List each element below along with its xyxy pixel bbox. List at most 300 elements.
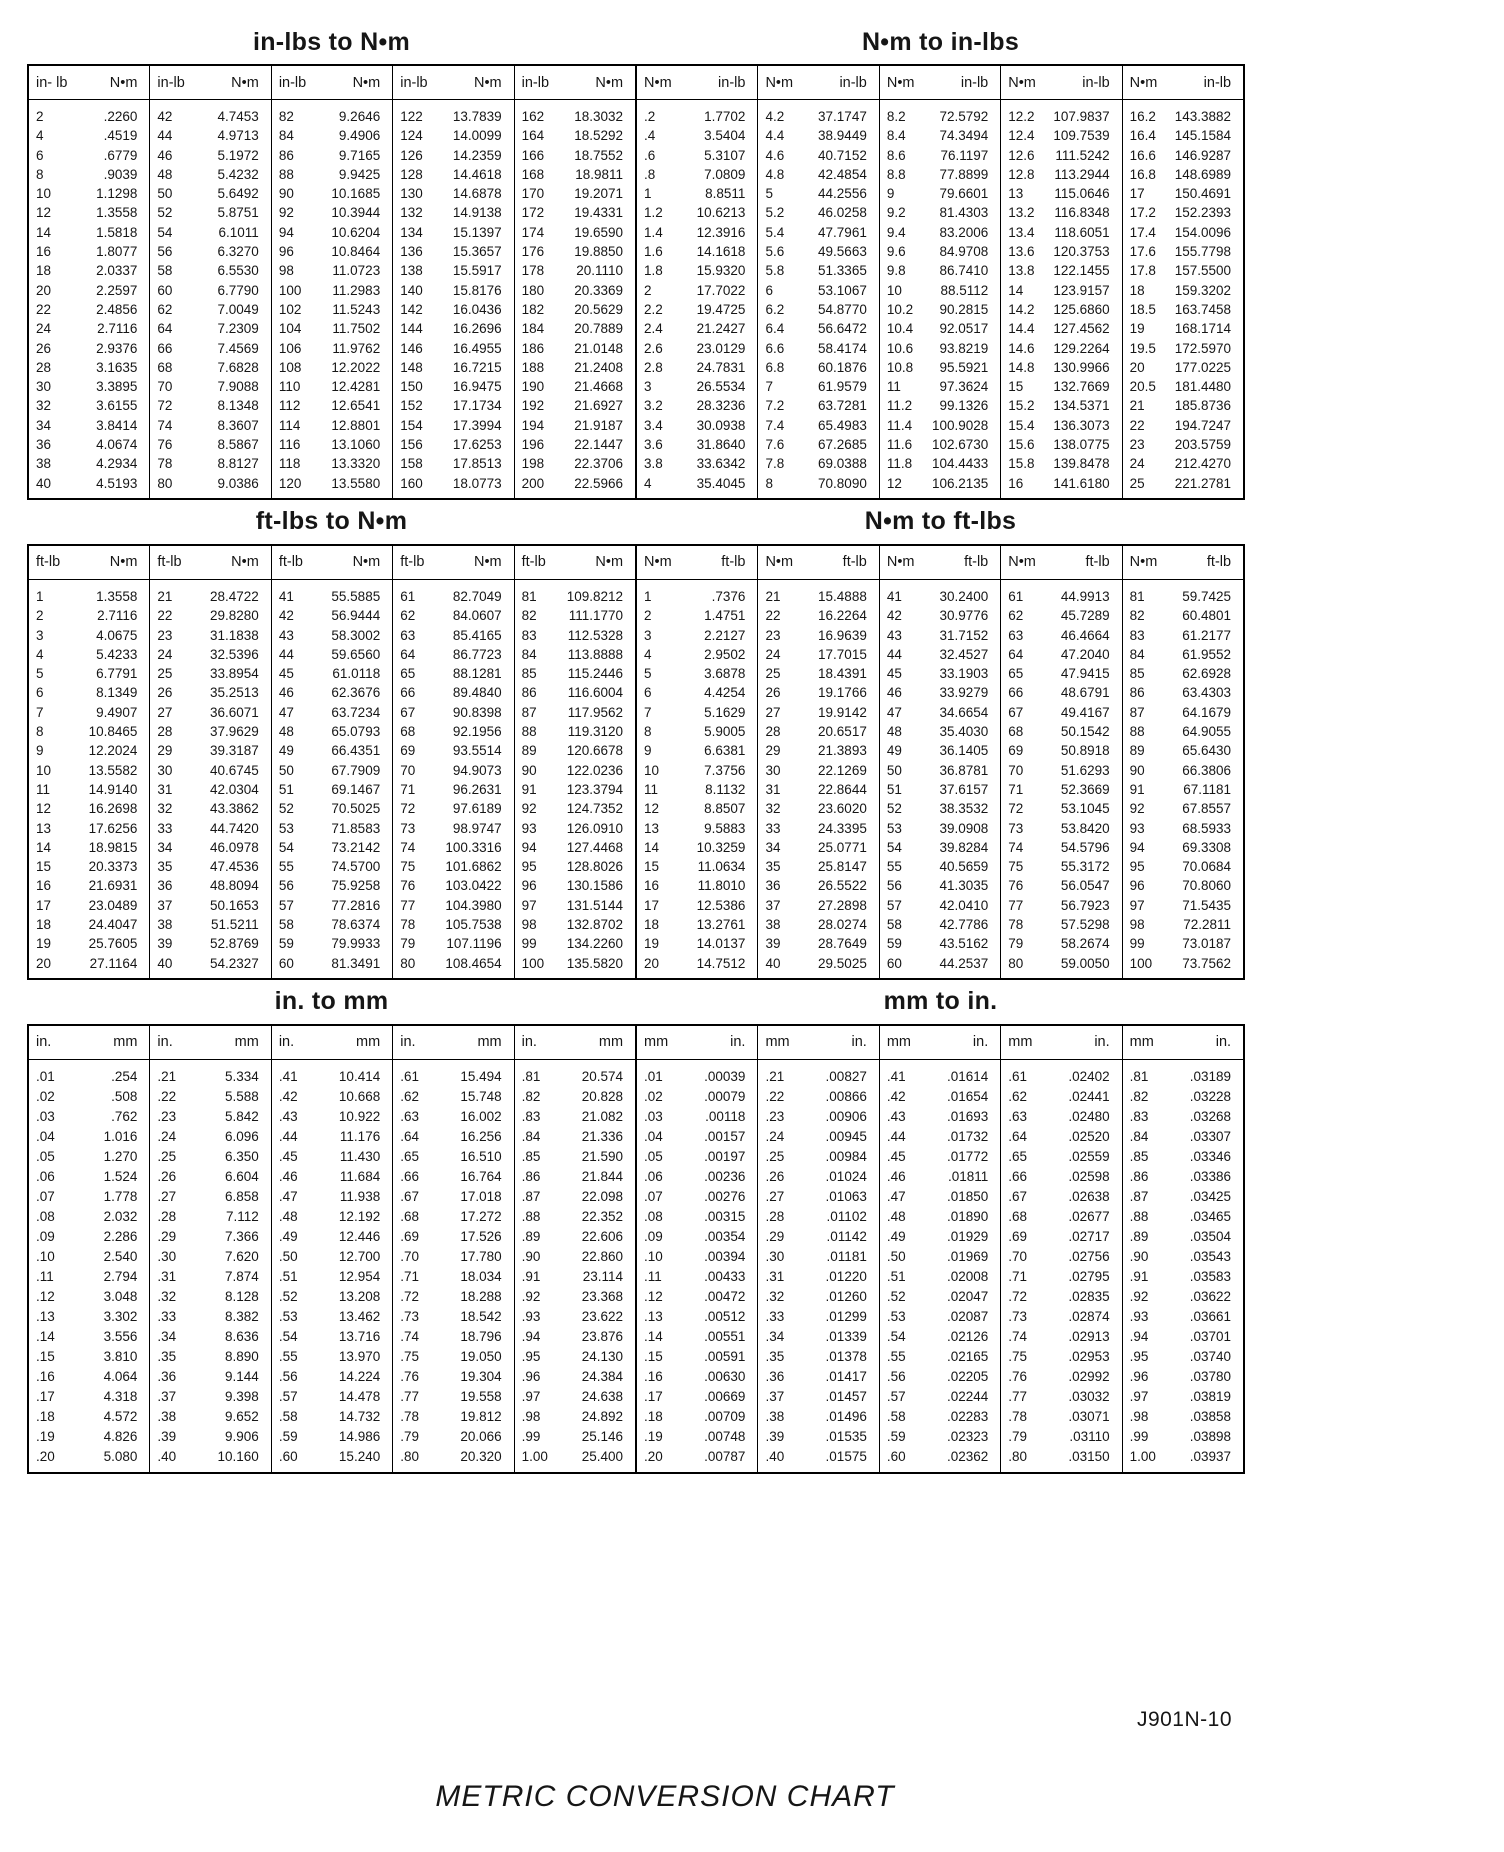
cell-to: 45.7289 <box>1060 608 1110 624</box>
pair-column-1 <box>29 1026 150 1472</box>
pair-rows <box>1123 100 1243 498</box>
cell-from: 134 <box>400 224 423 240</box>
cell-to: 154.0096 <box>1174 224 1232 240</box>
cell-to: .03150 <box>1068 1448 1110 1464</box>
table-row <box>393 223 513 242</box>
table-row <box>29 1327 149 1347</box>
table-row <box>393 146 513 165</box>
pair-header-row <box>637 1026 757 1060</box>
cell-from: 13.4 <box>1008 224 1035 240</box>
cell-from: 87 <box>1129 704 1145 720</box>
table-row <box>1001 242 1121 261</box>
cell-to: .00748 <box>704 1428 746 1444</box>
cell-to: 61.9552 <box>1182 646 1232 662</box>
cell-from: .58 <box>278 1408 298 1424</box>
cell-to: .03032 <box>1068 1388 1110 1404</box>
cell-to: 68.5933 <box>1182 820 1232 836</box>
cell-to: 41.3035 <box>939 878 989 894</box>
table-row <box>880 435 1000 454</box>
col-header-from: in- lb <box>36 74 68 91</box>
cell-to: .00394 <box>704 1248 746 1264</box>
cell-to: 10.8464 <box>331 244 381 260</box>
pair-header-row <box>758 1026 878 1060</box>
cell-from: .25 <box>157 1148 177 1164</box>
cell-to: 86.7410 <box>939 263 989 279</box>
cell-from: 48 <box>886 724 902 740</box>
cell-from: 42 <box>157 109 173 124</box>
cell-from: .33 <box>157 1308 177 1324</box>
table-row <box>272 703 392 722</box>
cell-from: .73 <box>400 1308 419 1324</box>
cell-from: 67 <box>400 704 416 720</box>
table-row <box>272 339 392 358</box>
table-row <box>272 474 392 493</box>
cell-from: 5.2 <box>765 205 785 221</box>
table-row <box>1123 683 1243 702</box>
table-row <box>637 1227 757 1247</box>
cell-from: 126 <box>400 147 423 163</box>
cell-to: 48.6791 <box>1060 685 1110 701</box>
table-row <box>758 1267 878 1287</box>
cell-to: 21.336 <box>581 1128 624 1144</box>
cell-from: .29 <box>765 1228 785 1244</box>
cell-from: 3.4 <box>644 417 663 433</box>
cell-from: 23 <box>765 627 781 643</box>
cell-to: 14.1618 <box>696 244 746 260</box>
table-row <box>272 1427 392 1447</box>
cell-from: 44 <box>886 646 902 662</box>
titles-row-ft-lbs <box>27 500 1245 544</box>
cell-to: 145.1584 <box>1174 128 1232 144</box>
cell-to: 2.4856 <box>96 301 138 317</box>
cell-to: .01457 <box>825 1388 867 1404</box>
table-row <box>272 1407 392 1427</box>
cell-from: .81 <box>521 1068 541 1084</box>
table-row <box>1001 165 1121 184</box>
table-row <box>150 1167 270 1187</box>
cell-from: 62 <box>1008 608 1024 624</box>
table-row <box>637 339 757 358</box>
table-row <box>150 165 270 184</box>
table-row <box>150 1327 270 1347</box>
cell-to: 194.7247 <box>1174 417 1232 433</box>
cell-to: .01220 <box>825 1268 867 1284</box>
cell-from: 178 <box>521 263 545 279</box>
cell-to: 69.1467 <box>331 781 381 797</box>
cell-to: .00512 <box>704 1308 746 1324</box>
pair-rows <box>272 580 392 978</box>
cell-to: 125.6860 <box>1053 301 1110 317</box>
cell-from: .46 <box>278 1168 298 1184</box>
table-row <box>272 587 392 606</box>
table-row <box>515 780 635 799</box>
cell-from: 45 <box>278 666 294 682</box>
cell-to: 21.844 <box>581 1168 624 1184</box>
table-row <box>150 703 270 722</box>
cell-to: 15.3657 <box>452 244 502 260</box>
col-header-to: mm <box>477 1034 502 1051</box>
cell-from: 142 <box>400 301 423 317</box>
table-row <box>637 396 757 415</box>
cell-from: 66 <box>400 685 416 701</box>
page-caption: METRIC CONVERSION CHART <box>435 1780 895 1813</box>
table-row <box>29 1087 149 1107</box>
col-header-to: mm <box>598 1034 624 1051</box>
pair-rows <box>29 100 149 498</box>
cell-to: 65.0793 <box>331 724 381 740</box>
cell-from: 4.8 <box>765 166 785 182</box>
cell-from: .38 <box>765 1408 785 1424</box>
cell-from: 39 <box>157 936 173 952</box>
cell-from: .25 <box>765 1148 785 1164</box>
table-row <box>758 819 878 838</box>
table-row <box>150 223 270 242</box>
cell-to: 40.7152 <box>818 147 867 163</box>
table-row <box>880 819 1000 838</box>
table-row <box>150 1087 270 1107</box>
cell-to: 16.0436 <box>452 301 502 317</box>
table-row <box>150 780 270 799</box>
cell-from: 63 <box>1008 627 1024 643</box>
cell-from: .90 <box>1129 1248 1149 1264</box>
col-header-to: N•m <box>352 74 381 91</box>
cell-from: 1 <box>644 588 652 604</box>
pair-header-row <box>1001 1026 1121 1060</box>
cell-from: 51 <box>886 781 902 797</box>
col-header-from: mm <box>1008 1034 1033 1051</box>
cell-from: 52 <box>157 205 173 221</box>
cell-from: .57 <box>278 1388 298 1404</box>
cell-from: .4 <box>644 128 656 144</box>
table-row <box>1001 454 1121 473</box>
cell-from: 36 <box>157 878 173 894</box>
cell-to: 7.0049 <box>217 301 259 317</box>
table-row <box>393 876 513 895</box>
table-row <box>150 1067 270 1087</box>
cell-to: 19.8850 <box>574 244 624 260</box>
cell-from: 70 <box>400 762 416 778</box>
cell-from: .23 <box>157 1108 177 1124</box>
cell-to: 14.478 <box>338 1388 381 1404</box>
table-row <box>758 645 878 664</box>
cell-from: 4.6 <box>765 147 785 163</box>
table-row <box>515 1307 635 1327</box>
pair-rows <box>393 1060 513 1472</box>
cell-to: 65.4983 <box>818 417 867 433</box>
table-row <box>1001 435 1121 454</box>
cell-to: 11.684 <box>339 1168 381 1184</box>
cell-from: 7.6 <box>765 437 785 453</box>
cell-from: 39 <box>765 936 781 952</box>
cell-from: .68 <box>1008 1208 1028 1224</box>
table-row <box>150 358 270 377</box>
cell-from: .72 <box>1008 1288 1028 1304</box>
table-row <box>29 300 149 319</box>
cell-from: 57 <box>278 897 294 913</box>
col-header-to: mm <box>356 1034 381 1051</box>
table-row <box>1123 1247 1243 1267</box>
cell-from: 34 <box>36 417 52 433</box>
cell-to: .6779 <box>103 147 138 163</box>
cell-from: 23 <box>1129 437 1145 453</box>
cell-from: 4.4 <box>765 128 785 144</box>
cell-to: 19.2071 <box>574 186 624 202</box>
cell-from: 89 <box>521 743 537 759</box>
table-row <box>515 741 635 760</box>
cell-to: 146.9287 <box>1174 147 1232 163</box>
cell-to: 9.4907 <box>96 704 138 720</box>
cell-to: .01339 <box>825 1328 867 1344</box>
cell-to: 14.2359 <box>452 147 502 163</box>
table-row <box>515 339 635 358</box>
cell-from: .49 <box>278 1228 298 1244</box>
table-row <box>880 107 1000 126</box>
table-row <box>515 838 635 857</box>
cell-to: 4.9713 <box>217 128 259 144</box>
cell-from: .13 <box>644 1308 663 1324</box>
table-row <box>758 126 878 145</box>
cell-from: 16 <box>36 244 52 260</box>
table-row <box>880 203 1000 222</box>
col-header-to: N•m <box>109 74 138 91</box>
cell-to: 9.4906 <box>338 128 381 144</box>
col-header-to: N•m <box>109 554 138 571</box>
table-row <box>637 203 757 222</box>
table-row <box>880 606 1000 625</box>
cell-from: 12.8 <box>1008 166 1035 182</box>
table-row <box>515 857 635 876</box>
pair-rows <box>29 580 149 978</box>
cell-to: 56.0547 <box>1060 878 1110 894</box>
table-row <box>29 780 149 799</box>
cell-to: 67.8557 <box>1182 801 1232 817</box>
cell-to: .01732 <box>946 1128 989 1144</box>
cell-from: .82 <box>521 1088 541 1104</box>
table-row <box>29 703 149 722</box>
cell-to: 61.9579 <box>818 379 867 395</box>
cell-from: 8.2 <box>886 109 906 124</box>
cell-from: 14.4 <box>1008 321 1035 337</box>
cell-from: .29 <box>157 1228 177 1244</box>
table-row <box>758 1187 878 1207</box>
pair-column-10 <box>1123 1026 1243 1472</box>
cell-from: 79 <box>1008 936 1024 952</box>
cell-from: .27 <box>765 1188 785 1204</box>
cell-to: 135.5820 <box>566 955 624 971</box>
cell-from: 14 <box>644 839 660 855</box>
cell-to: 25.400 <box>581 1448 624 1464</box>
table-row <box>150 954 270 973</box>
cell-to: 8.1349 <box>96 685 138 701</box>
cell-from: 154 <box>400 417 423 433</box>
table-row <box>29 606 149 625</box>
cell-to: 50.1542 <box>1060 724 1110 740</box>
table-row <box>393 1227 513 1247</box>
cell-from: .97 <box>521 1388 541 1404</box>
pair-header-row <box>393 1026 513 1060</box>
table-row <box>393 1347 513 1367</box>
cell-from: 13 <box>644 820 660 836</box>
table-row <box>880 761 1000 780</box>
cell-from: .16 <box>644 1368 663 1384</box>
cell-to: 36.8781 <box>939 762 989 778</box>
table-row <box>515 300 635 319</box>
table-row <box>150 1367 270 1387</box>
cell-to: 43.5162 <box>939 936 989 952</box>
table-row <box>880 358 1000 377</box>
cell-to: 17.272 <box>460 1208 502 1224</box>
cell-to: 10.1685 <box>331 186 381 202</box>
cell-from: 24 <box>157 646 173 662</box>
table-row <box>1123 761 1243 780</box>
cell-to: 6.604 <box>225 1168 259 1184</box>
cell-to: 19.050 <box>460 1348 502 1364</box>
cell-to: 30.0938 <box>696 417 746 433</box>
cell-to: 10.668 <box>338 1088 381 1104</box>
table-row <box>150 319 270 338</box>
cell-to: 22.352 <box>581 1208 624 1224</box>
cell-from: 46 <box>157 147 173 163</box>
table-row <box>272 1147 392 1167</box>
cell-to: 26.5534 <box>696 379 746 395</box>
cell-from: 86 <box>1129 685 1145 701</box>
cell-to: 221.2781 <box>1174 475 1232 491</box>
pair-header-row <box>1123 1026 1243 1060</box>
cell-to: 7.4569 <box>217 340 259 356</box>
table-row <box>758 1247 878 1267</box>
table-row <box>393 819 513 838</box>
cell-to: 2.286 <box>103 1228 138 1244</box>
table-row <box>880 1267 1000 1287</box>
cell-to: .01496 <box>825 1408 867 1424</box>
cell-to: .02047 <box>946 1288 989 1304</box>
cell-to: 23.6020 <box>818 801 867 817</box>
col-header-from: mm <box>886 1034 912 1051</box>
cell-from: .23 <box>765 1108 785 1124</box>
table-row <box>272 954 392 973</box>
pair-rows <box>1001 580 1121 978</box>
table-row <box>1001 126 1121 145</box>
table-row <box>637 799 757 818</box>
cell-to: 3.048 <box>103 1288 138 1304</box>
table-row <box>758 606 878 625</box>
cell-to: 25.146 <box>581 1428 624 1444</box>
table-row <box>880 1167 1000 1187</box>
col-header-from: N•m <box>1008 74 1036 91</box>
cell-from: 30 <box>157 762 173 778</box>
table-row <box>1123 1067 1243 1087</box>
cell-to: .03346 <box>1189 1148 1232 1164</box>
table-row <box>393 1427 513 1447</box>
col-header-from: ft-lb <box>521 554 546 571</box>
cell-to: .00709 <box>704 1408 746 1424</box>
cell-from: 22 <box>157 608 173 624</box>
table-row <box>758 454 878 473</box>
table-row <box>29 339 149 358</box>
cell-from: 60 <box>157 282 173 298</box>
table-row <box>1001 474 1121 493</box>
cell-to: 7.874 <box>225 1268 259 1284</box>
cell-from: 34 <box>765 839 781 855</box>
table-row <box>637 1247 757 1267</box>
cell-from: 74 <box>1008 839 1024 855</box>
cell-from: 75 <box>1008 859 1024 875</box>
pair-header-row <box>150 546 270 580</box>
table-row <box>150 1187 270 1207</box>
cell-from: .61 <box>400 1068 419 1084</box>
table-row <box>637 703 757 722</box>
cell-to: 22.3706 <box>574 456 624 472</box>
cell-to: .03819 <box>1189 1388 1232 1404</box>
table-row <box>393 261 513 280</box>
cell-from: .12 <box>36 1288 55 1304</box>
table-row <box>880 1247 1000 1267</box>
table-row <box>637 107 757 126</box>
cell-to: 99.1326 <box>939 398 989 414</box>
cell-to: 71.5435 <box>1182 897 1232 913</box>
cell-to: 104.4433 <box>931 456 989 472</box>
cell-to: 92.1956 <box>452 724 502 740</box>
cell-from: 108 <box>278 359 302 375</box>
col-header-from: in. <box>157 1034 173 1051</box>
cell-from: 99 <box>1129 936 1145 952</box>
cell-to: .00354 <box>704 1228 746 1244</box>
cell-to: .00276 <box>704 1188 746 1204</box>
cell-to: .00827 <box>825 1068 867 1084</box>
cell-from: 94 <box>278 224 294 240</box>
table-row <box>515 1067 635 1087</box>
cell-from: .34 <box>157 1328 177 1344</box>
table-row <box>150 184 270 203</box>
table-row <box>150 915 270 934</box>
cell-from: 41 <box>886 588 902 604</box>
cell-from: .86 <box>521 1168 541 1184</box>
cell-from: .94 <box>521 1328 541 1344</box>
cell-from: .91 <box>521 1268 541 1284</box>
table-row <box>515 358 635 377</box>
cell-from: .57 <box>886 1388 906 1404</box>
cell-from: 2.8 <box>644 359 663 375</box>
cell-from: 75 <box>400 859 416 875</box>
cell-to: 21.590 <box>581 1148 624 1164</box>
table-row <box>1123 587 1243 606</box>
table-row <box>880 876 1000 895</box>
table-row <box>515 587 635 606</box>
table-row <box>272 1387 392 1407</box>
cell-from: .92 <box>1129 1288 1149 1304</box>
table-row <box>1123 165 1243 184</box>
cell-from: .50 <box>278 1248 298 1264</box>
cell-from: .87 <box>1129 1188 1149 1204</box>
table-row <box>29 1127 149 1147</box>
table-row <box>637 683 757 702</box>
cell-from: .93 <box>1129 1308 1149 1324</box>
table-row <box>515 165 635 184</box>
cell-from: 184 <box>521 321 545 337</box>
table-row <box>393 1107 513 1127</box>
cell-from: 1.00 <box>521 1448 548 1464</box>
cell-to: 12.700 <box>338 1248 381 1264</box>
table-row <box>29 126 149 145</box>
cell-to: 16.2698 <box>88 801 138 817</box>
table-row <box>880 645 1000 664</box>
table-row <box>1001 1367 1121 1387</box>
pair-column-8 <box>880 66 1001 498</box>
table-row <box>150 606 270 625</box>
cell-to: 21.6931 <box>88 878 138 894</box>
cell-from: 62 <box>157 301 173 317</box>
cell-from: 3.2 <box>644 398 663 414</box>
